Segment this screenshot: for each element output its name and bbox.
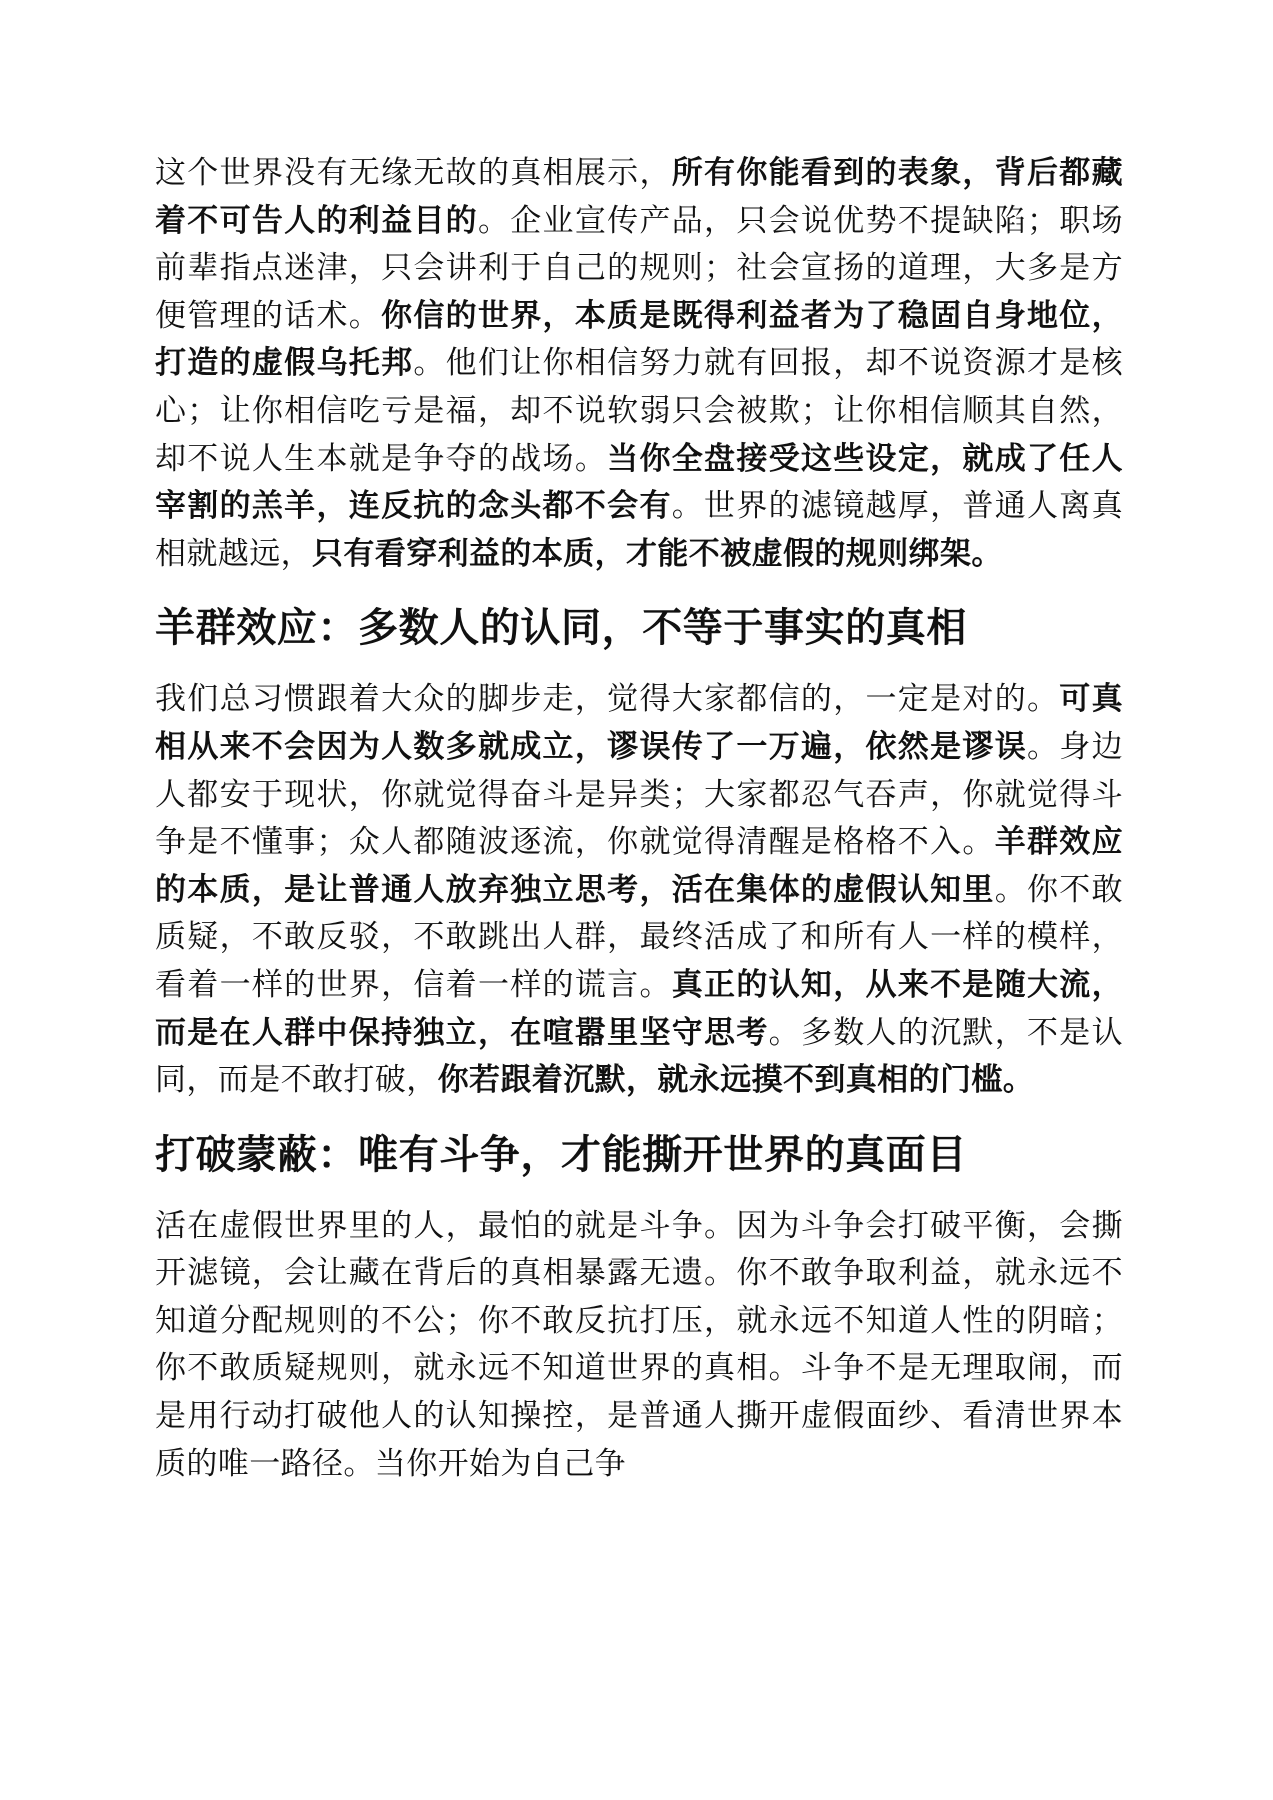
- text-run: 。世界的滤镜越厚，普通人离真相就越远，: [155, 488, 1123, 572]
- text-run: 活在虚假世界里的人，最怕的就是斗争。因为斗争会打破平衡，会撕开滤镜，会让藏在背后的真相暴露无遗。你不敢争取利益，就永远不知道分配规则的不公；你不敢反抗打压，就永远不知道人性的阴暗；你不敢质疑规则，就永远不知道世界的真相。斗争不是无理取闹，而是用行动打破他人的认知操控，是普通人撕开虚假面纱、看清世界本质的唯一路径。当你开始为自己争: [155, 1207, 1123, 1482]
- text-run: 。身边人都安于现状，你就觉得奋斗是异类；大家都忍气吞声，你就觉得斗争是不懂事；众人都随波逐流，你就觉得清醒是格格不入。: [155, 728, 1123, 861]
- bold-text-run: 只有看穿利益的本质，才能不被虚假的规则绑架。: [312, 535, 1003, 572]
- bold-text-run: 所有你能看到的表象，背后都藏着不可告人的利益目的: [155, 155, 1123, 239]
- text-run: 。企业宣传产品，只会说优势不提缺陷；职场前辈指点迷津，只会讲利于自己的规则；社会宣扬的道理，大多是方便管理的话术。: [155, 202, 1124, 334]
- herd-effect-paragraph: [155, 676, 1123, 1104]
- bold-text-run: 真正的认知，从来不是随大流，而是在人群中保持独立，在喧嚣里坚守思考: [155, 966, 1123, 1051]
- section-heading-break-deception: 打破蒙蔽：唯有斗争，才能撕开世界的真面目: [155, 1131, 967, 1178]
- bold-text-run: 可真相从来不会因为人数多就成立，谬误传了一万遍，依然是谬误: [155, 681, 1123, 765]
- text-run: 。他们让你相信努力就有回报，却不说资源才是核心；让你相信吃亏是福，却不说软弱只会被欺；让你相信顺其自然，却不说人生本就是争夺的战场。: [155, 345, 1123, 477]
- section-heading-herd-effect: 羊群效应：多数人的认同，不等于事实的真相: [155, 605, 967, 652]
- document-page: [155, 150, 1123, 1488]
- intro-paragraph: [155, 150, 1123, 578]
- break-deception-paragraph: [155, 1203, 1123, 1489]
- text-run: 。多数人的沉默，不是认同，而是不敢打破，: [155, 1014, 1123, 1099]
- text-run: 我们总习惯跟着大众的脚步走，觉得大家都信的，一定是对的。: [155, 681, 1060, 718]
- text-run: 。你不敢质疑，不敢反驳，不敢跳出人群，最终活成了和所有人一样的模样，看着一样的世界，信着一样的谎言。: [155, 871, 1123, 1003]
- bold-text-run: 你若跟着沉默，就永远摸不到真相的门槛。: [437, 1062, 1035, 1099]
- bold-text-run: 你信的世界，本质是既得利益者为了稳固自身地位，打造的虚假乌托邦: [155, 297, 1123, 382]
- text-run: 这个世界没有无缘无故的真相展示，: [155, 155, 672, 191]
- bold-text-run: 羊群效应的本质，是让普通人放弃独立思考，活在集体的虚假认知里: [155, 824, 1123, 908]
- bold-text-run: 当你全盘接受这些设定，就成了任人宰割的羔羊，连反抗的念头都不会有: [155, 440, 1123, 525]
